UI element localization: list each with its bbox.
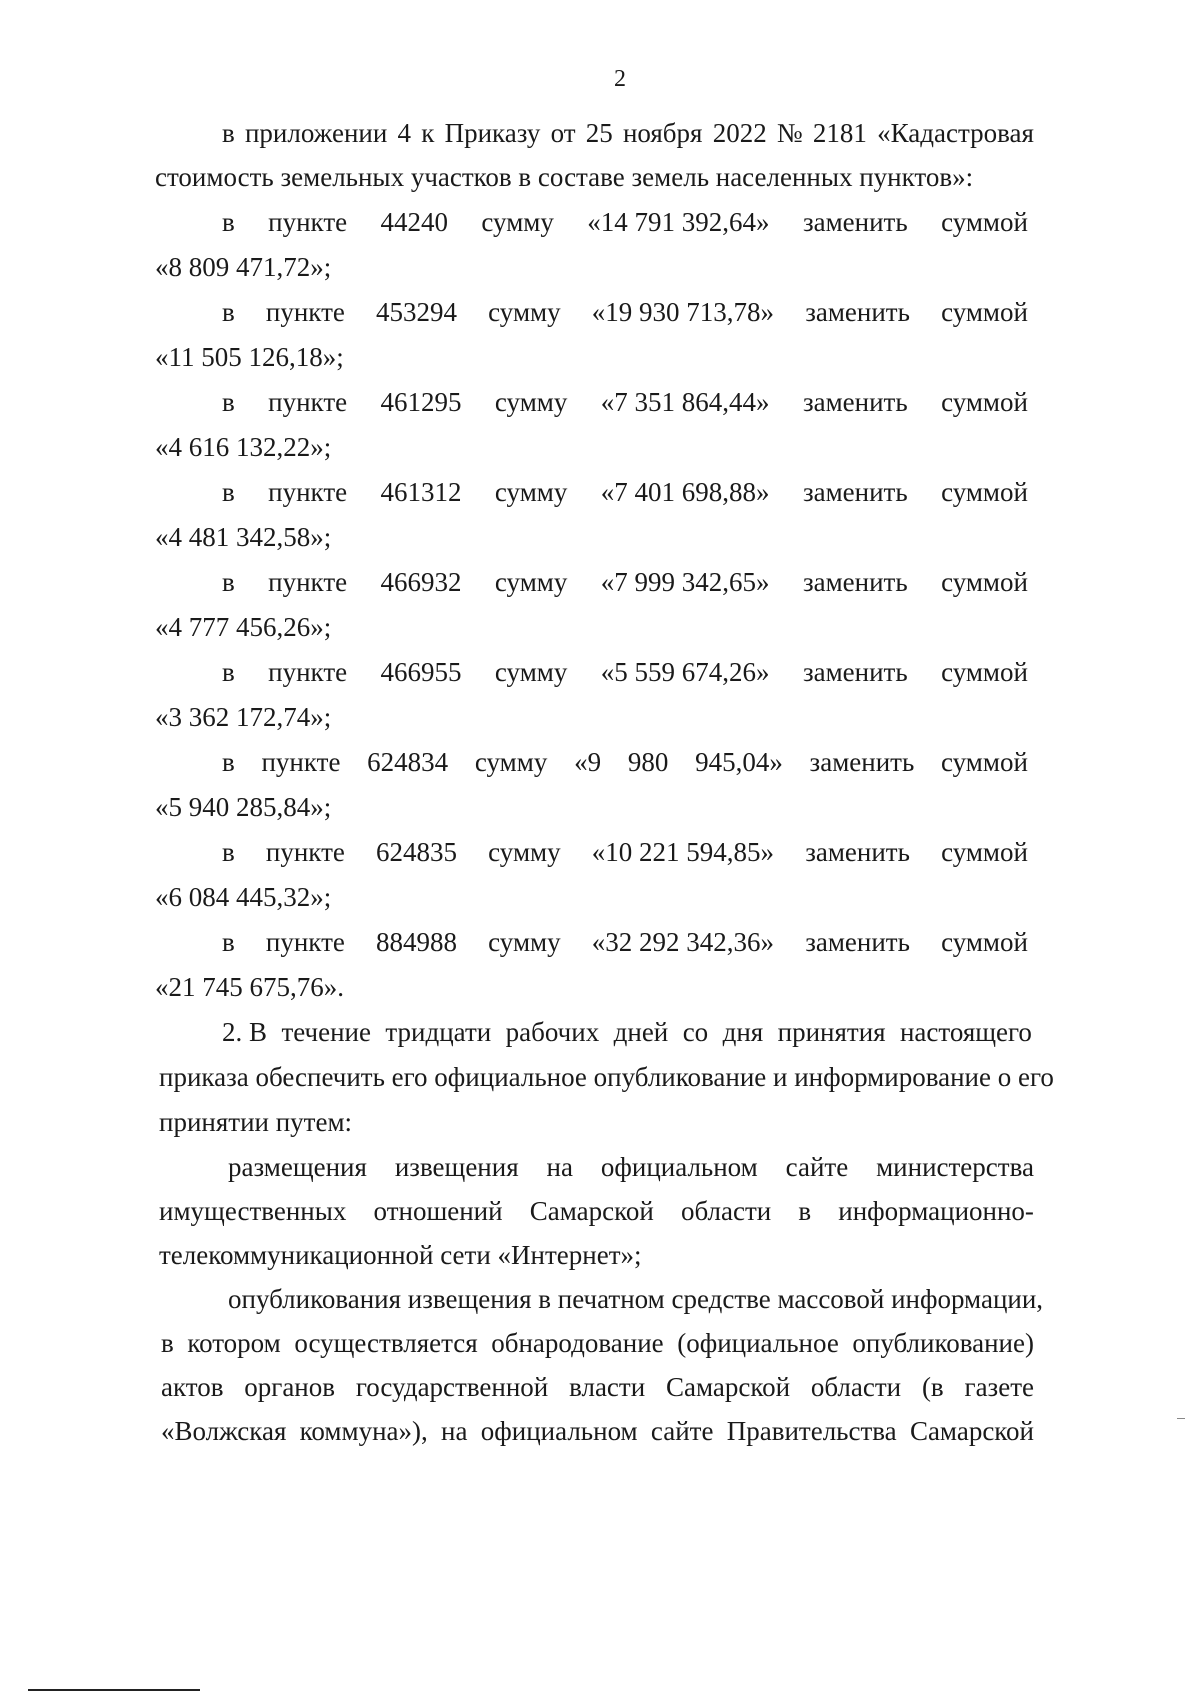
word: сумму xyxy=(494,657,568,687)
word: суммой xyxy=(941,747,1028,777)
item-number: 624834 xyxy=(367,747,449,777)
word: заменить xyxy=(809,747,915,777)
new-sum: «4 481 342,58»; xyxy=(155,522,332,552)
item-number: 453294 xyxy=(376,297,458,327)
word: Самарской xyxy=(909,1416,1034,1446)
old-sum-part: 945,04» xyxy=(695,747,783,777)
replacement-line xyxy=(222,207,1028,238)
word: 25 xyxy=(585,118,613,148)
word: сумму xyxy=(488,297,561,327)
word: сумму xyxy=(488,837,561,867)
old-sum: «32 292 342,36» xyxy=(591,927,775,957)
word: суммой xyxy=(941,927,1028,957)
word: заменить xyxy=(802,387,908,417)
word: Приказу xyxy=(444,118,541,148)
word: имущественных xyxy=(159,1196,347,1226)
old-sum: «19 930 713,78» xyxy=(591,297,775,327)
word: пункте xyxy=(268,477,348,507)
section2-line-1 xyxy=(222,1017,1032,1048)
word: пункте xyxy=(268,657,348,687)
word: сумму xyxy=(494,477,568,507)
replacement-line xyxy=(222,387,1028,418)
word: в xyxy=(222,207,235,237)
word: пункте xyxy=(268,207,348,237)
word: официальном xyxy=(600,1152,758,1182)
new-sum: «5 940 285,84»; xyxy=(155,792,332,822)
word: принятия xyxy=(777,1017,886,1047)
old-sum: «7 401 698,88» xyxy=(600,477,770,507)
old-sum: «14 791 392,64» xyxy=(587,207,770,237)
new-sum: «4 777 456,26»; xyxy=(155,612,332,642)
word: в xyxy=(222,567,235,597)
old-sum: «7 999 342,65» xyxy=(600,567,770,597)
word: в xyxy=(798,1196,812,1226)
item-number: 466955 xyxy=(380,657,462,687)
section2-line-3: принятии путем: xyxy=(159,1107,353,1137)
word: сумму xyxy=(474,747,548,777)
replacement-line xyxy=(222,567,1028,598)
word: государственной xyxy=(355,1372,549,1402)
word: заменить xyxy=(802,657,908,687)
word: заменить xyxy=(805,837,910,867)
word: сумму xyxy=(488,927,561,957)
word: области xyxy=(810,1372,902,1402)
word: от xyxy=(550,118,576,148)
word: 2181 xyxy=(812,118,867,148)
replacement-line xyxy=(222,747,1028,778)
word: заменить xyxy=(802,477,908,507)
replacement-line xyxy=(222,927,1028,958)
word: 2022 xyxy=(712,118,767,148)
replacement-line xyxy=(222,837,1028,868)
item-number: 884988 xyxy=(376,927,458,957)
replacement-line xyxy=(222,657,1028,688)
word: в xyxy=(222,297,235,327)
publication-line-3 xyxy=(161,1372,1034,1403)
publication-line-4 xyxy=(161,1416,1034,1447)
word: опубликование) xyxy=(852,1328,1034,1358)
publication-line-1: опубликования извещения в печатном средстве массовой информации, xyxy=(228,1284,1044,1314)
new-sum: «4 616 132,22»; xyxy=(155,432,332,462)
word: официальном xyxy=(480,1416,638,1446)
word: со xyxy=(682,1017,709,1047)
word: власти xyxy=(569,1372,646,1402)
word: извещения xyxy=(394,1152,519,1182)
new-sum: «11 505 126,18»; xyxy=(155,342,344,372)
word: заменить xyxy=(802,567,908,597)
placement-line-2 xyxy=(159,1196,1034,1227)
word: суммой xyxy=(941,477,1028,507)
word: к xyxy=(421,118,435,148)
publication-line-2 xyxy=(161,1328,1034,1359)
word: в xyxy=(222,657,235,687)
word: «Волжская xyxy=(161,1416,287,1446)
word: сайте xyxy=(785,1152,849,1182)
word: заменить xyxy=(805,927,910,957)
word: № xyxy=(776,118,803,148)
word: актов xyxy=(161,1372,224,1402)
word: сумму xyxy=(481,207,554,237)
word: пункте xyxy=(261,747,341,777)
word: на xyxy=(441,1416,468,1446)
word: (официальное xyxy=(677,1328,839,1358)
item-number: 461295 xyxy=(380,387,462,417)
word: министерства xyxy=(876,1152,1034,1182)
word: органов xyxy=(244,1372,336,1402)
word: рабочих xyxy=(505,1017,600,1047)
word: в xyxy=(222,387,235,417)
item-number: 624835 xyxy=(376,837,458,867)
word: 2. В xyxy=(222,1017,268,1047)
word: пункте xyxy=(265,297,345,327)
item-number: 461312 xyxy=(380,477,462,507)
word: Самарской xyxy=(529,1196,654,1226)
word: «Кадастровая xyxy=(877,118,1034,148)
word: в xyxy=(222,477,235,507)
word: области xyxy=(680,1196,772,1226)
word: информационно- xyxy=(838,1196,1034,1226)
word: Правительства xyxy=(726,1416,897,1446)
word: в xyxy=(222,837,235,867)
word: суммой xyxy=(941,837,1028,867)
word: размещения xyxy=(228,1152,367,1182)
word: сумму xyxy=(494,567,568,597)
word: 4 xyxy=(397,118,412,148)
word: дней xyxy=(613,1017,669,1047)
placement-line-3: телекоммуникационной сети «Интернет»; xyxy=(159,1240,642,1270)
margin-mark xyxy=(1177,1418,1185,1419)
item-number: 44240 xyxy=(380,207,449,237)
word: суммой xyxy=(941,387,1028,417)
word: котором xyxy=(187,1328,281,1358)
word: заменить xyxy=(805,297,910,327)
word: сайте xyxy=(650,1416,714,1446)
word: обнародование xyxy=(491,1328,664,1358)
section2-line-2: приказа обеспечить его официальное опубликование и информирование о его xyxy=(159,1062,1054,1092)
word: суммой xyxy=(941,297,1028,327)
new-sum: «8 809 471,72»; xyxy=(155,252,332,282)
replacement-line xyxy=(222,297,1028,328)
word: приложении xyxy=(244,118,388,148)
item-number: 466932 xyxy=(380,567,462,597)
word: суммой xyxy=(941,207,1028,237)
word: газете xyxy=(964,1372,1034,1402)
word: ноября xyxy=(622,118,703,148)
old-sum-part: 980 xyxy=(627,747,669,777)
word: пункте xyxy=(268,567,348,597)
word: осуществляется xyxy=(294,1328,478,1358)
word: тридцати xyxy=(385,1017,492,1047)
word: суммой xyxy=(941,657,1028,687)
footnote-rule xyxy=(28,1689,200,1691)
old-sum: «10 221 594,85» xyxy=(591,837,775,867)
word: сумму xyxy=(494,387,568,417)
replacement-line xyxy=(222,477,1028,508)
word: настоящего xyxy=(899,1017,1032,1047)
word: в xyxy=(222,927,235,957)
new-sum: «3 362 172,74»; xyxy=(155,702,332,732)
word: коммуна»), xyxy=(299,1416,428,1446)
word: в xyxy=(222,118,235,148)
placement-line-1 xyxy=(228,1152,1034,1183)
old-sum-part: «9 xyxy=(574,747,602,777)
new-sum: «21 745 675,76». xyxy=(155,972,344,1002)
word: на xyxy=(546,1152,573,1182)
word: Самарской xyxy=(665,1372,791,1402)
word: пункте xyxy=(265,837,345,867)
old-sum: «7 351 864,44» xyxy=(600,387,770,417)
word: течение xyxy=(281,1017,371,1047)
word: пункте xyxy=(268,387,348,417)
page-number: 2 xyxy=(614,66,626,92)
word: отношений xyxy=(373,1196,503,1226)
old-sum: «5 559 674,26» xyxy=(600,657,770,687)
word: дня xyxy=(722,1017,764,1047)
word: пункте xyxy=(265,927,345,957)
word: заменить xyxy=(802,207,908,237)
word: (в xyxy=(921,1372,944,1402)
word: в xyxy=(222,747,235,777)
intro-line-1 xyxy=(222,118,1034,149)
word: в xyxy=(161,1328,174,1358)
new-sum: «6 084 445,32»; xyxy=(155,882,332,912)
word: суммой xyxy=(941,567,1028,597)
intro-line-2: стоимость земельных участков в составе земель населенных пунктов»: xyxy=(155,162,974,192)
